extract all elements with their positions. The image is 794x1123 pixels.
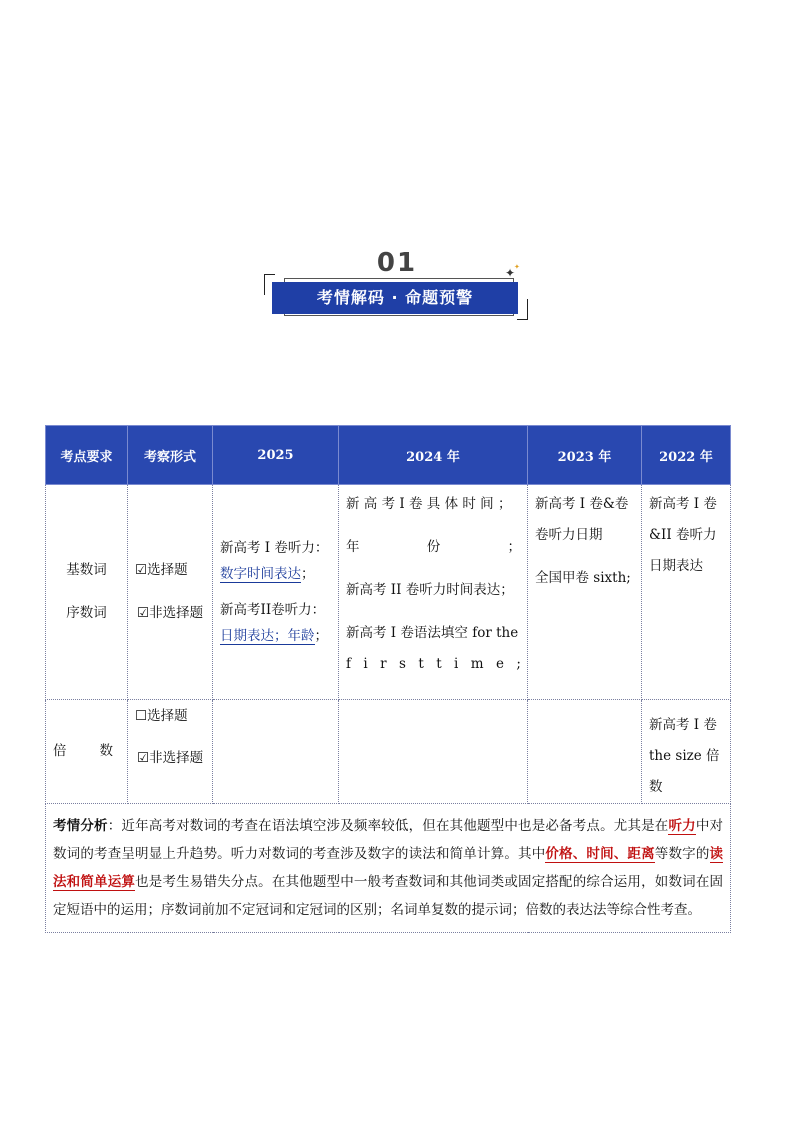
- analysis-label: 考情分析: [53, 818, 108, 834]
- text-line: 新高考 I 卷听力：: [220, 540, 329, 556]
- text-line: 日期表达: [649, 558, 703, 574]
- text-part: i: [363, 656, 368, 672]
- text-line: the size 倍数: [649, 748, 720, 795]
- topic-cell: [46, 700, 128, 804]
- exam-analysis-table: [45, 425, 731, 933]
- text-line: 卷听力日期: [535, 527, 603, 543]
- text-line: [220, 561, 337, 587]
- cell-2022: [642, 485, 731, 700]
- text-part: ;: [516, 656, 521, 672]
- header-cell: 考察形式: [128, 426, 213, 485]
- section-number: 01: [376, 248, 418, 278]
- text-part: r: [380, 656, 387, 672]
- table-row-multiples: [46, 700, 731, 804]
- text-line: 新高考 I 卷语法填空 for the: [346, 625, 519, 641]
- text-line: [346, 649, 521, 680]
- header-cell: 2024 年: [339, 426, 528, 485]
- form-option: ☑选择题: [135, 561, 188, 578]
- cell-2024: [339, 485, 528, 700]
- topic-cell: [46, 485, 128, 700]
- text-part: 年: [346, 539, 360, 555]
- small-sparkle-icon: ✦: [514, 263, 520, 271]
- text-line: 新高考 I 卷: [649, 717, 717, 733]
- text-line: 新高考II卷听力：: [220, 602, 326, 618]
- text-part: 倍: [53, 742, 67, 759]
- text-part: e: [496, 656, 504, 672]
- text-part: f: [346, 656, 351, 672]
- table-row-cardinal-ordinal: [46, 485, 731, 700]
- underlined-text: 日期表达；年龄: [220, 628, 315, 644]
- analysis-paragraph: [46, 804, 731, 933]
- cell-2023: [528, 485, 642, 700]
- text-part: m: [470, 656, 484, 672]
- highlight-text: 价格、时间、距离: [545, 846, 655, 862]
- section-title: 考情解码 · 命题预警: [272, 282, 518, 314]
- text-line: 全国甲卷 sixth;: [535, 570, 631, 586]
- text-part: i: [454, 656, 459, 672]
- text-part: t: [418, 656, 424, 672]
- text-part: ；: [507, 539, 521, 555]
- analysis-text: ：近年高考对数词的考查在语法填空涉及频率较低，但在其他题型中也是必备考点。尤其是在: [107, 818, 669, 834]
- header-cell: 2023 年: [528, 426, 642, 485]
- highlight-text: 听力: [668, 818, 696, 834]
- text-line: 新高考 II 卷听力时间表达；: [346, 582, 514, 598]
- punct: ；: [314, 628, 328, 644]
- sparkle-icon: ✦: [505, 266, 516, 280]
- highlight-text: 读法和简单运算: [53, 846, 724, 890]
- header-cell: 2022 年: [642, 426, 731, 485]
- topic-line: 序数词: [66, 605, 107, 621]
- analysis-text: 中对数词的考查呈明显上升趋势。听力对数词的考查涉及数字的读法和简单计算。其中: [53, 818, 724, 862]
- text-part: 数: [99, 742, 113, 759]
- cell-2022: [642, 700, 731, 804]
- form-option: ☐选择题: [135, 708, 188, 724]
- empty-cell: [213, 700, 339, 804]
- empty-cell: [339, 700, 528, 804]
- table-header-row: [46, 426, 731, 485]
- text-line: &II 卷听力: [649, 527, 717, 543]
- analysis-text: 也是考生易错失分点。在其他题型中一般考查数词和其他词类或固定搭配的综合运用，如数词在固定短语中的运用；序数词前加不定冠词和定冠词的区别；名词单复数的提示词；倍数的表达法等综合性考查。: [53, 874, 723, 918]
- form-option: ☑非选择题: [137, 749, 204, 766]
- text-part: s: [399, 656, 406, 672]
- underlined-text: 数字时间表达: [220, 566, 301, 582]
- form-cell: [128, 700, 213, 804]
- punct: ；: [301, 566, 315, 582]
- form-option: ☑非选择题: [137, 605, 204, 621]
- text-line: 新 高 考 I 卷 具 体 时 间 ；: [346, 496, 512, 512]
- header-cell: 考点要求: [46, 426, 128, 485]
- text-line: [346, 532, 521, 563]
- text-line: 新高考 I 卷: [649, 496, 717, 512]
- empty-cell: [528, 700, 642, 804]
- analysis-row: [46, 804, 731, 933]
- form-cell: [128, 485, 213, 700]
- text-part: 份: [426, 539, 441, 555]
- text-line: [220, 623, 337, 649]
- header-cell: 2025: [213, 426, 339, 485]
- topic-line: [53, 742, 113, 759]
- section-banner: [264, 274, 528, 320]
- cell-2025: [213, 485, 339, 700]
- topic-line: 基数词: [66, 561, 107, 578]
- text-part: t: [436, 656, 442, 672]
- right-bracket-decoration: [517, 299, 528, 320]
- analysis-text: 等数字的: [654, 846, 710, 862]
- text-line: 新高考 I 卷&卷: [535, 496, 629, 512]
